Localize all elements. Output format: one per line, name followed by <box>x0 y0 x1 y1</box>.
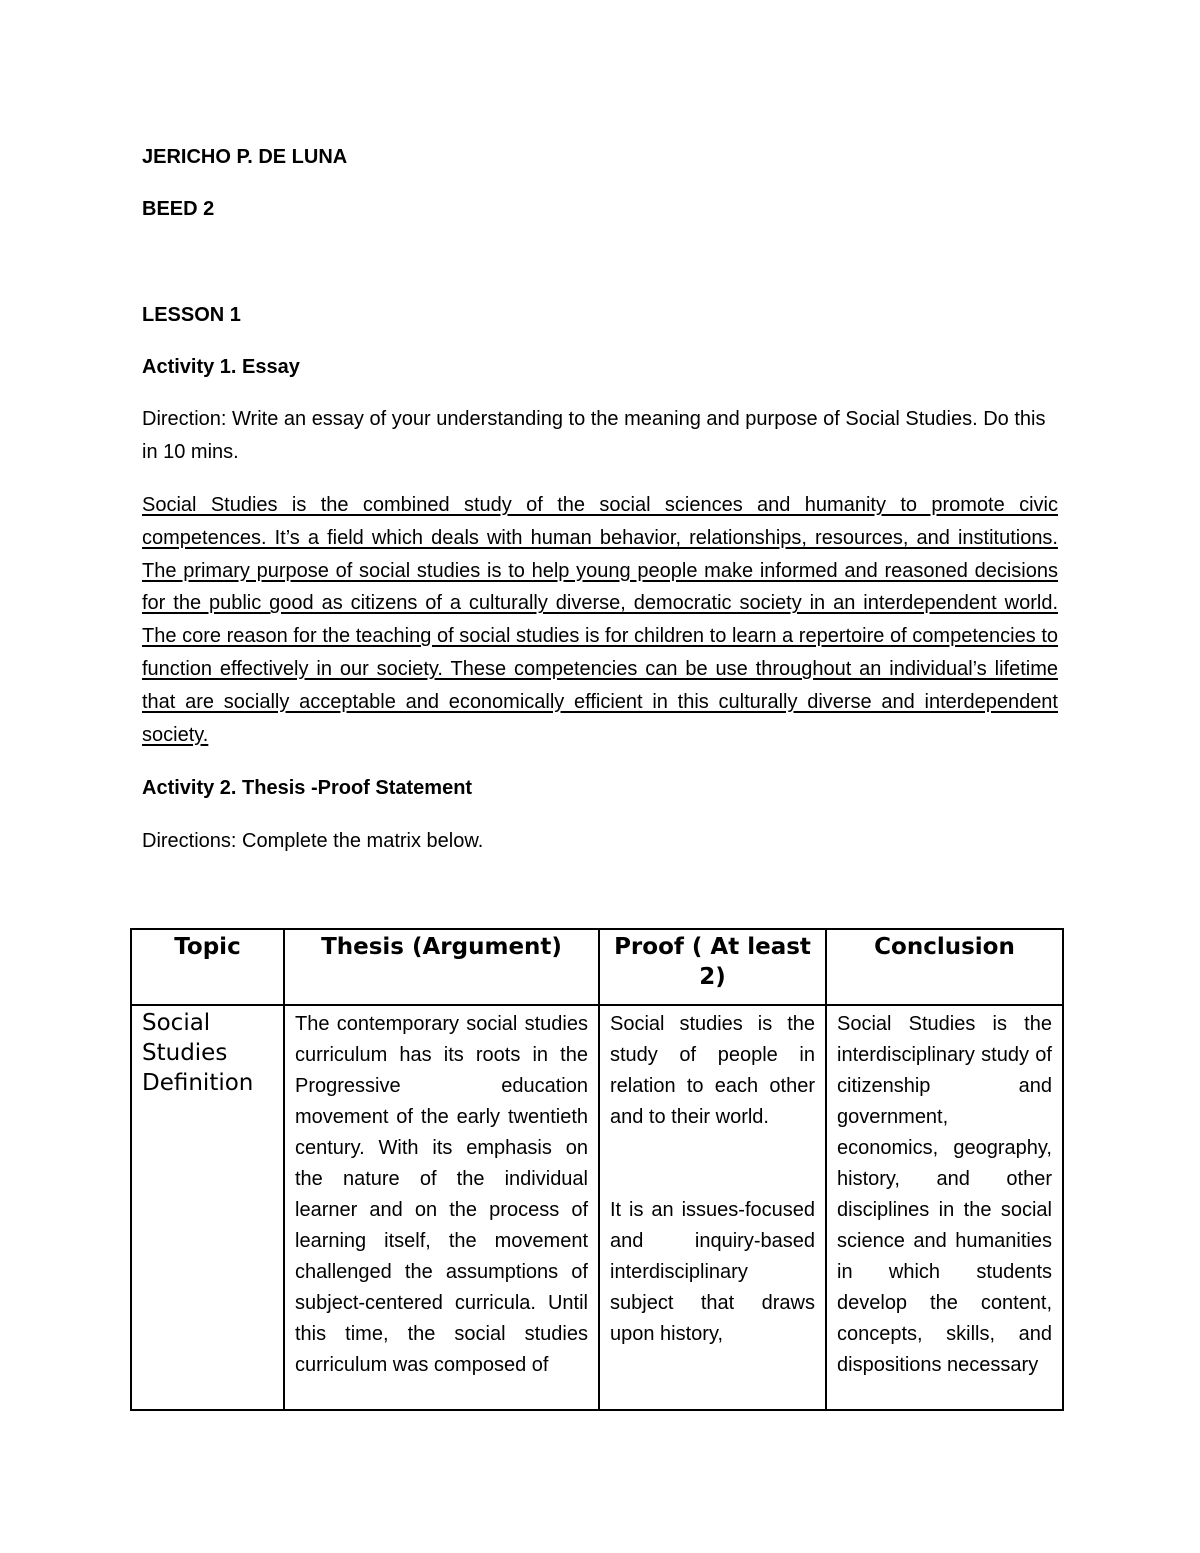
lesson-heading: LESSON 1 <box>142 304 241 326</box>
header-conclusion: Conclusion <box>826 929 1063 1005</box>
thesis-proof-matrix <box>130 928 1064 1411</box>
conclusion-text: Social Studies is the interdisciplinary study of citizenship and government, economics, geography, history, and other disciplines in the social science and humanities in which students develop the content, concepts, skills, and dispositions necessary <box>837 1013 1052 1376</box>
activity1-title: Activity 1. Essay <box>142 356 300 378</box>
activity1-direction: Direction: Write an essay of your understanding to the meaning and purpose of Social Studies. Do this in 10 mins. <box>142 408 1046 463</box>
topic-cell <box>131 1005 284 1410</box>
header-topic: Topic <box>131 929 284 1005</box>
proof-cell <box>599 1005 826 1410</box>
activity2-direction: Directions: Complete the matrix below. <box>142 830 484 852</box>
course-label: BEED 2 <box>142 198 215 220</box>
thesis-text: The contemporary social studies curriculum has its roots in the Progressive education movement of the early twentieth century. With its emphasis on the nature of the individual learner and on the process of learning itself, the movement challenged the assumptions of subject-centered curricula. Until this time, the social studies curriculum was composed of <box>295 1013 588 1376</box>
student-name: JERICHO P. DE LUNA <box>142 146 348 168</box>
matrix-header-row <box>131 929 1063 1005</box>
matrix-row <box>131 1005 1063 1410</box>
proof-2-text: It is an issues-focused and inquiry-based interdisciplinary subject that draws upon history, <box>610 1199 815 1345</box>
header-proof: Proof ( At least 2) <box>599 929 826 1005</box>
activity2-title: Activity 2. Thesis -Proof Statement <box>142 777 473 799</box>
proof-content <box>600 1006 825 1409</box>
header-thesis: Thesis (Argument) <box>284 929 599 1005</box>
essay-paragraph: Social Studies is the combined study of the social sciences and humanity to promote civic competences. It’s a field which deals with human behavior, relationships, resources, and institutions. The primary purpose of social studies is to help young people make informed and reasoned decisions for the public good as citizens of a culturally diverse, democratic society in an interdependent world. The core reason for the teaching of social studies is for children to learn a repertoire of competencies to function effectively in our society. These competencies can be use throughout an individual’s lifetime that are socially acceptable and economically efficient in this culturally diverse and interdependent society. <box>142 494 1058 746</box>
thesis-cell <box>284 1005 599 1410</box>
proof-1-text: Social studies is the study of people in relation to each other and to their world. <box>610 1013 815 1128</box>
conclusion-cell <box>826 1005 1063 1410</box>
topic-text: Social Studies Definition <box>142 1010 254 1096</box>
